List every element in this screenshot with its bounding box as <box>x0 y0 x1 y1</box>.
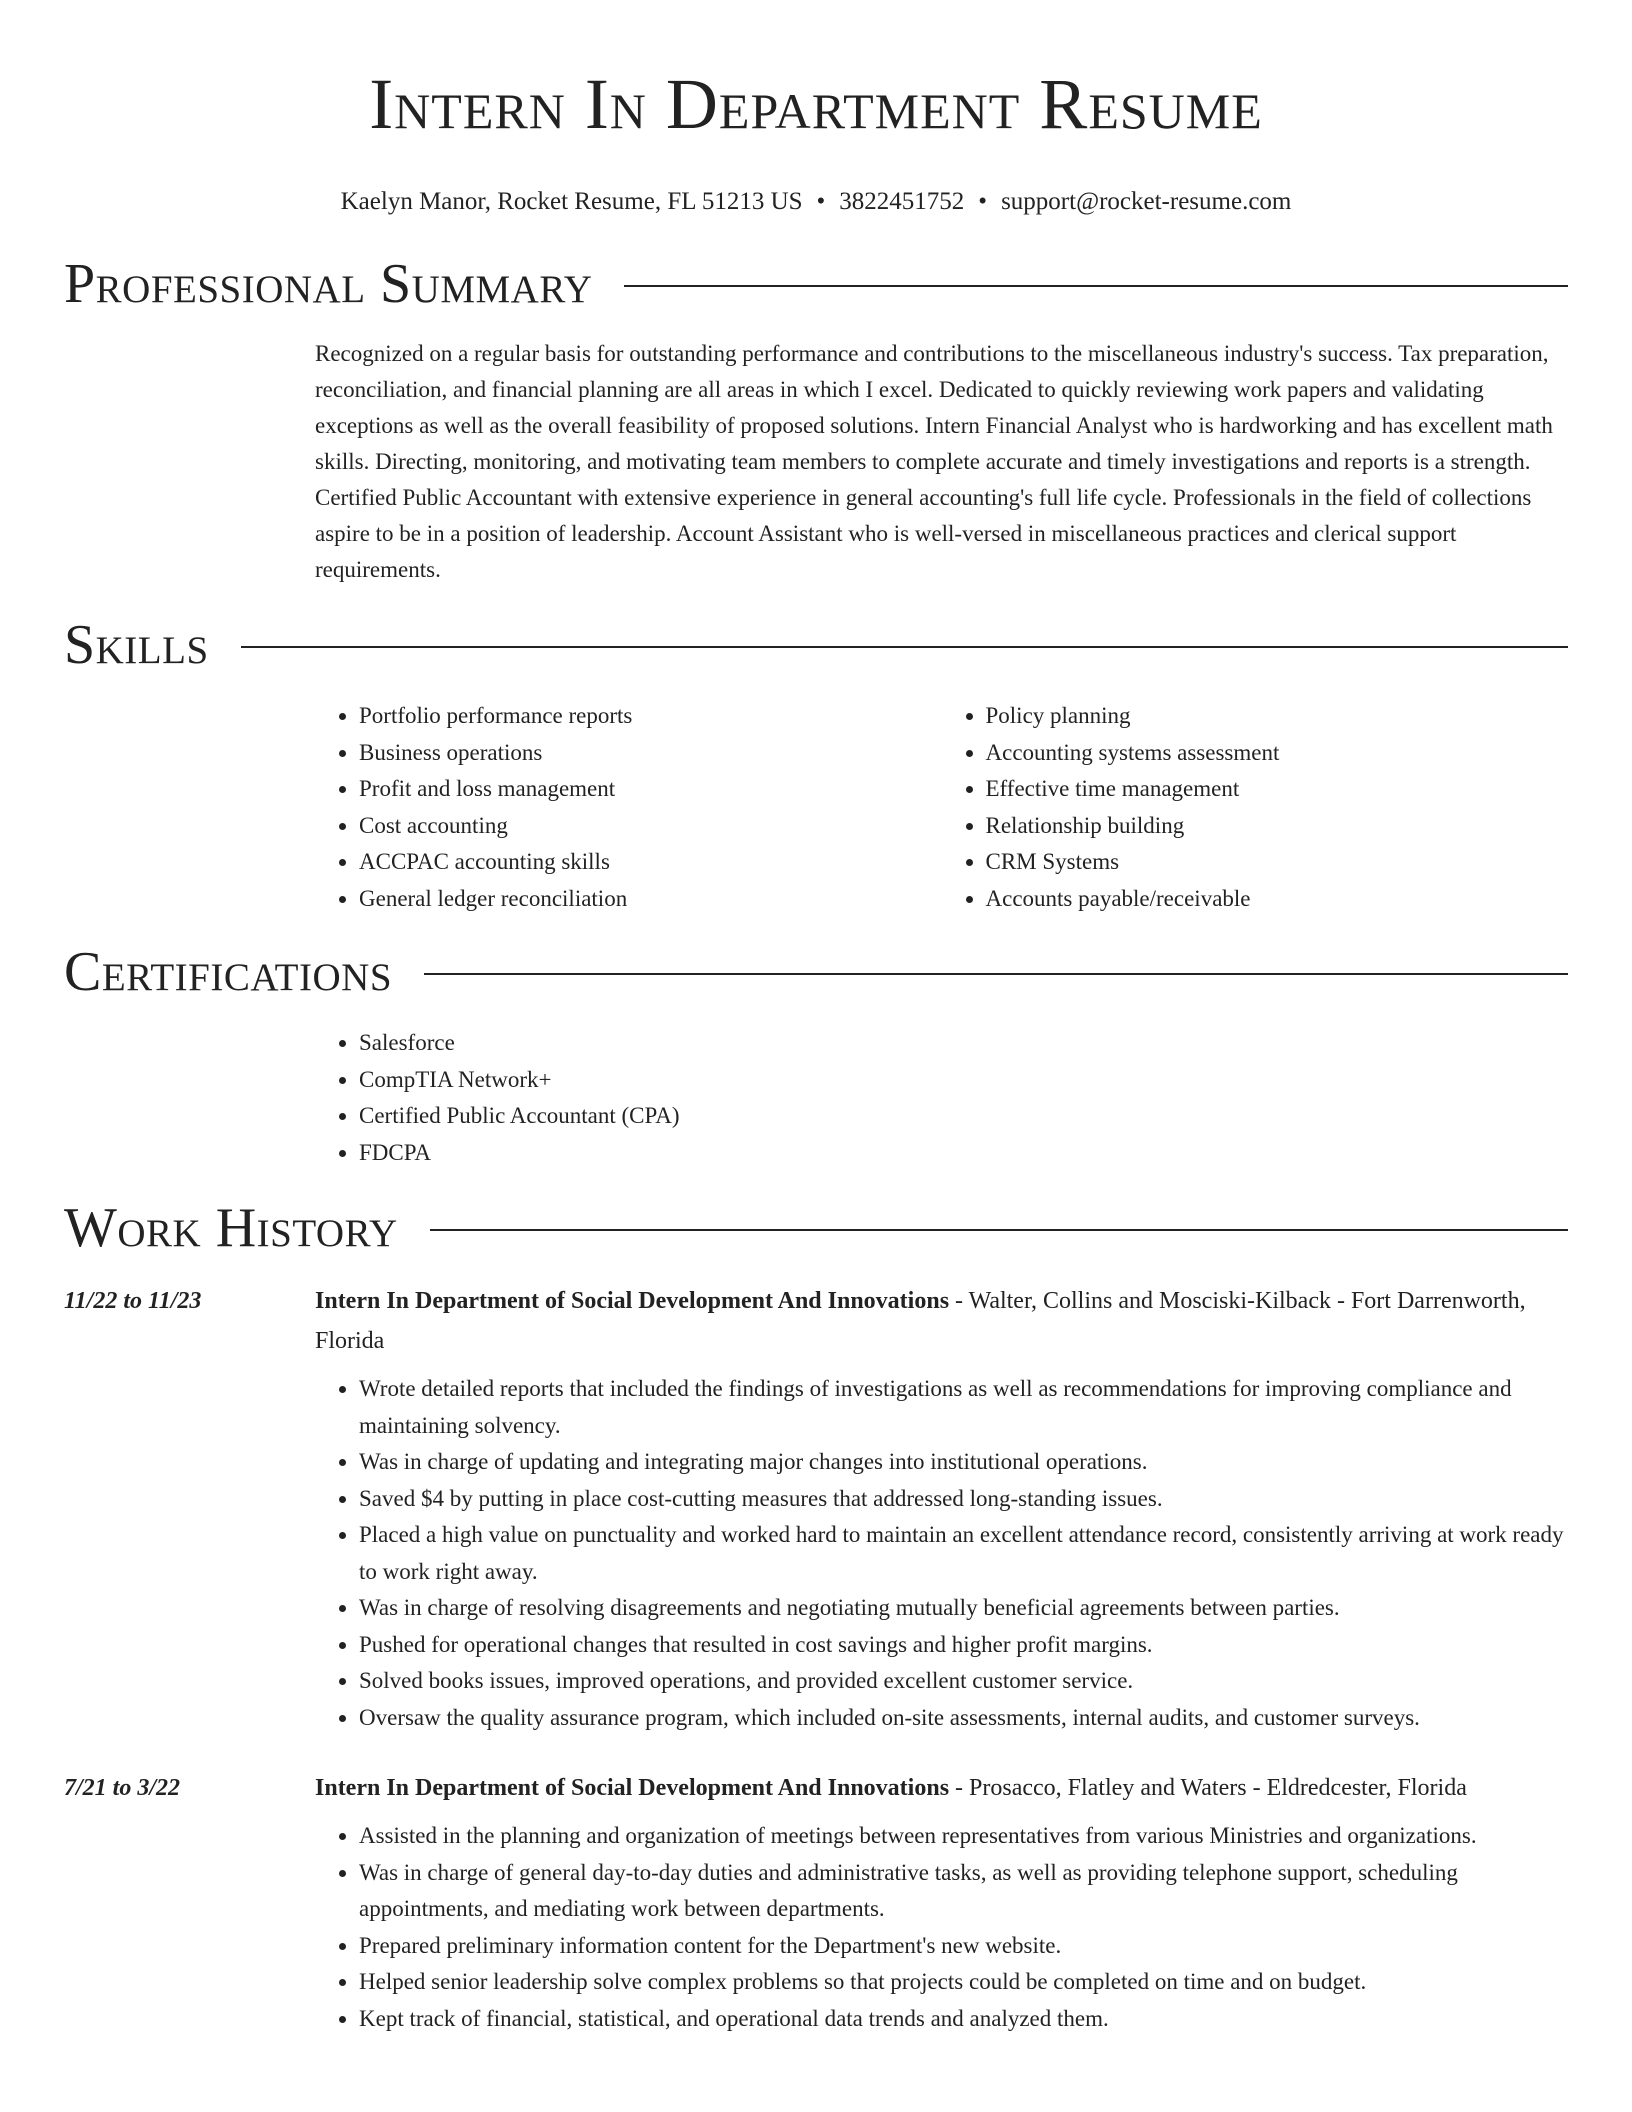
skill-item: • Policy planning <box>986 698 1569 735</box>
job-dates: 7/21 to 3/22 <box>64 1775 181 1801</box>
job-bullet: • Pushed for operational changes that resulted in cost savings and higher profit margins. <box>359 1627 1568 1664</box>
work-heading: Work History <box>64 1197 398 1259</box>
contact-email[interactable]: support@rocket-resume.com <box>1001 188 1292 215</box>
section-divider <box>624 285 1568 287</box>
skills-grid <box>315 698 1568 917</box>
job-dates: 11/22 to 11/23 <box>64 1288 202 1314</box>
certification-item: • Salesforce <box>359 1025 1568 1062</box>
summary-section-header <box>64 249 1568 319</box>
skill-item: • ACCPAC accounting skills <box>359 844 942 881</box>
job-bullet: • Assisted in the planning and organization of meetings between representatives from various Ministries and organizations. <box>359 1818 1568 1855</box>
section-divider <box>430 1229 1568 1231</box>
contact-separator: • <box>978 188 988 215</box>
certifications-section-header <box>64 937 1568 1007</box>
job-bullet: • Oversaw the quality assurance program, which included on-site assessments, internal audits, and customer surveys. <box>359 1700 1568 1737</box>
contact-address: Kaelyn Manor, Rocket Resume, FL 51213 US <box>340 188 803 215</box>
job-heading <box>315 1281 1568 1361</box>
job-bullets <box>315 1818 1568 2037</box>
resume-title: Intern In Department Resume <box>369 64 1263 144</box>
certifications-list <box>315 1025 1568 1171</box>
skill-item: • CRM Systems <box>986 844 1569 881</box>
section-divider <box>241 646 1568 648</box>
job-title: Intern In Department of Social Development And Innovations <box>315 1775 950 1801</box>
certification-item: • FDCPA <box>359 1135 1568 1172</box>
job-bullet: • Solved books issues, improved operations, and provided excellent customer service. <box>359 1663 1568 1700</box>
summary-text: Recognized on a regular basis for outstanding performance and contributions to the miscellaneous industry's success. Tax preparation, reconciliation, and financial planning are all areas in which I excel. Dedicated to quickly reviewing work papers and validating exceptions as well as the overall feasibility of proposed solutions. Intern Financial Analyst who is hardworking and has excellent math skills. Directing, monitoring, and motivating team members to complete accurate and timely investigations and reports is a strength. Certified Public Accountant with extensive experience in general accounting's full life cycle. Professionals in the field of collections aspire to be in a position of leadership. Account Assistant who is well-versed in miscellaneous practices and clerical support requirements. <box>315 341 1553 582</box>
job-bullet: • Wrote detailed reports that included the findings of investigations as well as recommendations for improving compliance and maintaining solvency. <box>359 1371 1568 1444</box>
job-bullet: • Was in charge of updating and integrating major changes into institutional operations. <box>359 1444 1568 1481</box>
skill-item: • Profit and loss management <box>359 771 942 808</box>
contact-phone: 3822451752 <box>839 188 965 215</box>
certifications-block <box>315 1025 1568 1171</box>
skill-item: • Cost accounting <box>359 808 942 845</box>
job-bullet: • Saved $4 by putting in place cost-cutting measures that addressed long-standing issues. <box>359 1481 1568 1518</box>
skill-item: • Accounting systems assessment <box>986 735 1569 772</box>
job-heading <box>315 1768 1568 1808</box>
job-bullet: • Placed a high value on punctuality and worked hard to maintain an excellent attendance record, consistently arriving at work ready to work right away. <box>359 1517 1568 1590</box>
summary-heading: Professional Summary <box>64 253 593 315</box>
certifications-heading: Certifications <box>64 941 393 1003</box>
job-bullet: • Helped senior leadership solve complex problems so that projects could be completed on time and on budget. <box>359 1964 1568 2001</box>
job-bullet: • Prepared preliminary information content for the Department's new website. <box>359 1928 1568 1965</box>
job-body <box>315 1768 1568 2037</box>
job-entry <box>64 1281 1568 1736</box>
skill-item: • Portfolio performance reports <box>359 698 942 735</box>
job-employer-location: - Prosacco, Flatley and Waters - Eldredcester, Florida <box>949 1775 1467 1801</box>
contact-line <box>64 186 1568 218</box>
skills-heading: Skills <box>64 614 209 676</box>
resume-page <box>64 0 1568 2037</box>
skill-item: • Business operations <box>359 735 942 772</box>
job-bullet: • Was in charge of resolving disagreements and negotiating mutually beneficial agreements between parties. <box>359 1590 1568 1627</box>
job-bullet: • Was in charge of general day-to-day duties and administrative tasks, as well as providing telephone support, scheduling appointments, and mediating work between departments. <box>359 1855 1568 1928</box>
job-body <box>315 1281 1568 1736</box>
skills-list-left <box>315 698 942 917</box>
section-divider <box>424 973 1568 975</box>
skill-item: • General ledger reconciliation <box>359 881 942 918</box>
certification-item: • CompTIA Network+ <box>359 1062 1568 1099</box>
skill-item: • Accounts payable/receivable <box>986 881 1569 918</box>
contact-separator: • <box>816 188 826 215</box>
summary-block <box>315 336 1568 588</box>
skill-item: • Effective time management <box>986 771 1569 808</box>
skill-item: • Relationship building <box>986 808 1569 845</box>
skills-list-right <box>942 698 1569 917</box>
certification-item: • Certified Public Accountant (CPA) <box>359 1098 1568 1135</box>
job-entry <box>64 1768 1568 2037</box>
job-title: Intern In Department of Social Development And Innovations <box>315 1288 950 1314</box>
job-bullet: • Kept track of financial, statistical, and operational data trends and analyzed them. <box>359 2001 1568 2038</box>
job-employer-location: - Walter, Collins and Mosciski-Kilback - Fort Darrenworth, Florida <box>315 1288 1526 1354</box>
skills-section-header <box>64 610 1568 680</box>
job-bullets <box>315 1371 1568 1736</box>
work-section-header <box>64 1193 1568 1263</box>
